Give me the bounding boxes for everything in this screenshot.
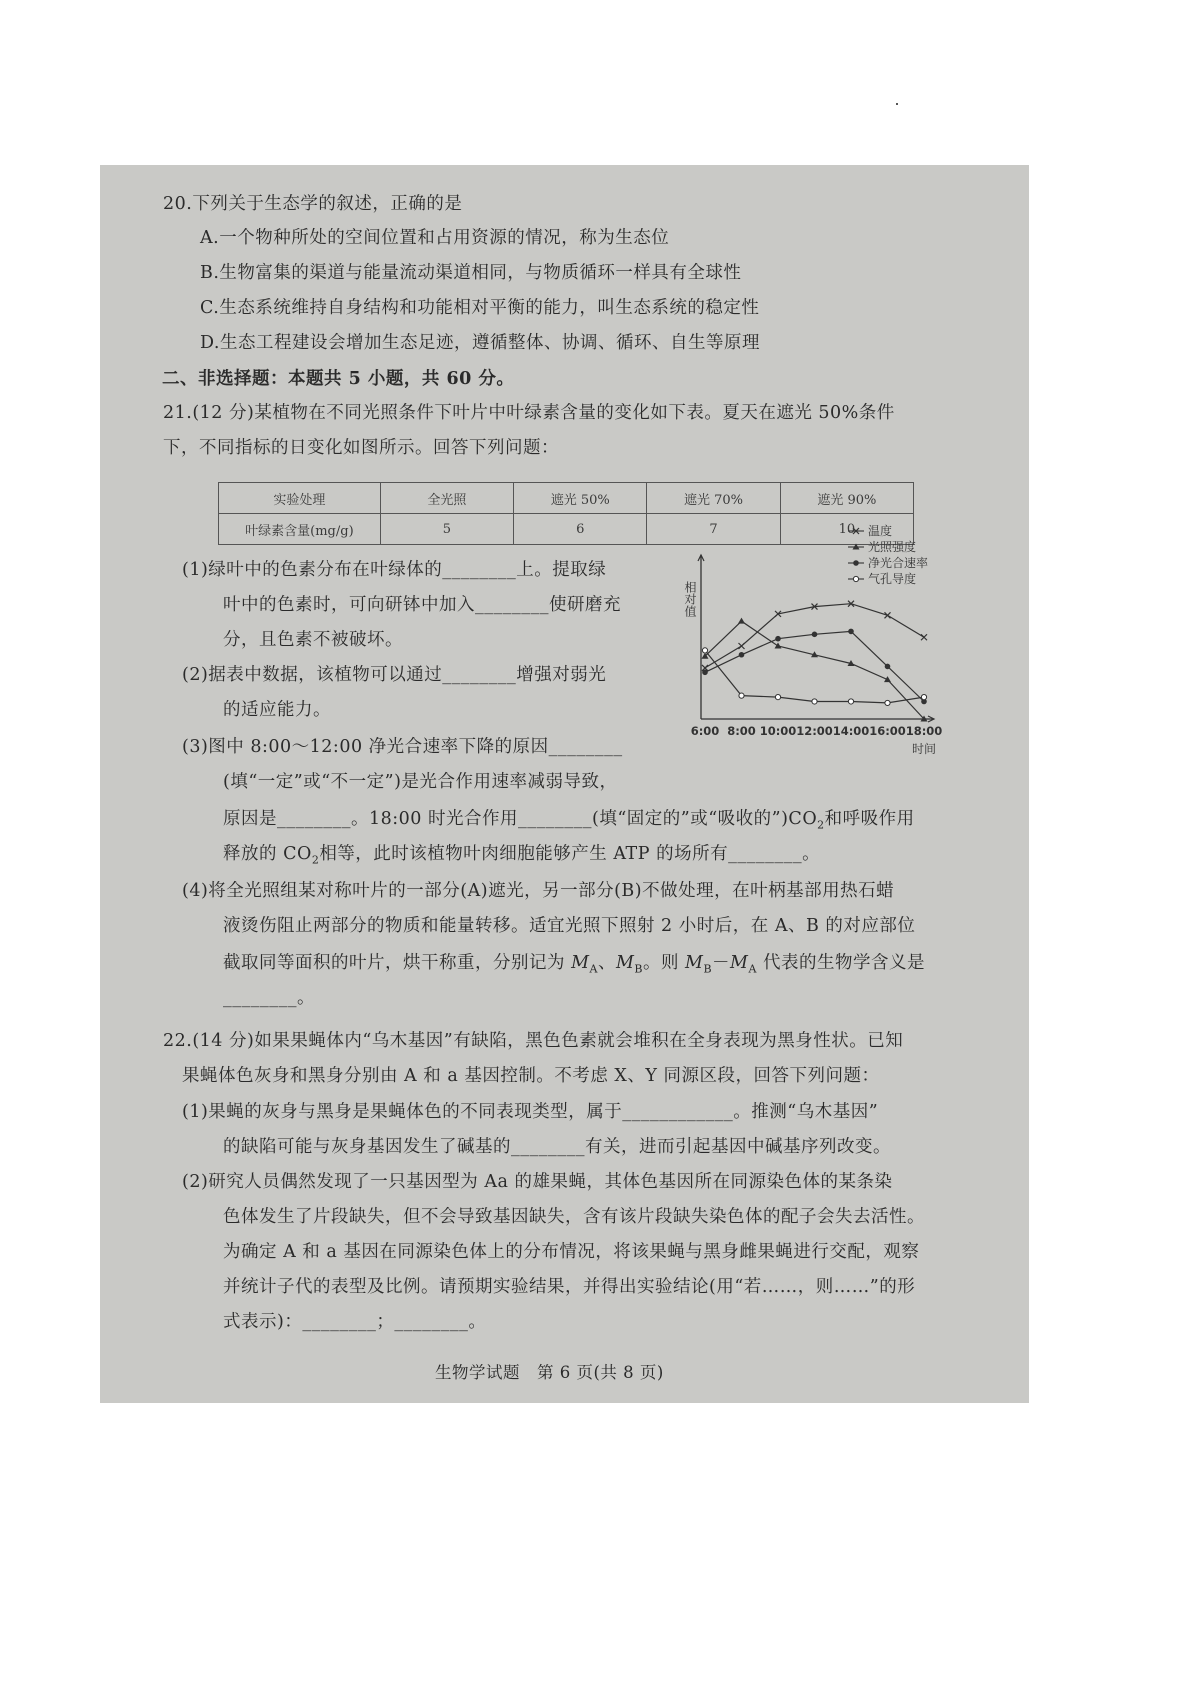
q20-option-c: C.生态系统维持自身结构和功能相对平衡的能力，叫生态系统的稳定性 [200, 298, 760, 318]
data-point-dot [702, 669, 708, 675]
table-cell: 10 [780, 514, 913, 545]
x-tick-label: 12:00 [796, 724, 833, 738]
q21-part3-line3: 原因是________。18:00 时光合作用________(填“固定的”或“吸收的$”)CO_2$和呼吸作用 [223, 809, 915, 832]
q21-intro-2: 下，不同指标的日变化如图所示。回答下列问题： [163, 438, 559, 458]
q22-part2-line3: 为确定 A 和 a 基因在同源染色体上的分布情况，将该果蝇与黑身雌果蝇进行交配，观察 [223, 1242, 920, 1262]
data-point-circle [848, 699, 853, 704]
q21-part3-line4: 释放的 $CO_2$相等，此时该植物叶肉细胞能够产生 ATP 的场所有________。 [223, 844, 821, 867]
q22-part2-line2: 色体发生了片段缺失，但不会导致基因缺失，含有该片段缺失染色体的配子会失去活性。 [223, 1207, 925, 1227]
data-point-triangle [775, 643, 782, 649]
data-point-circle [853, 576, 858, 581]
q22-intro-1: 22.(14 分)如果果蝇体内“乌木基因”有缺陷，黑色色素就会堆积在全身表现为黑身性状。已知 [163, 1031, 904, 1051]
x-tick-label: 8:00 [727, 724, 756, 738]
data-point-dot [739, 652, 745, 658]
speck [896, 103, 898, 105]
y-axis-label: 相对值 [683, 581, 697, 617]
table-cell: 7 [647, 514, 780, 545]
data-point-dot [853, 560, 859, 566]
q22-intro-2: 果蝇体色灰身和黑身分别由 A 和 a 基因控制。不考虑 X、Y 同源区段，回答下列问题： [182, 1066, 880, 1086]
line-chart-svg [648, 523, 943, 763]
data-point-circle [739, 693, 744, 698]
q21-part4-line4: ________。 [223, 988, 315, 1008]
q21-part2-line1: (2)据表中数据，该植物可以通过________增强对弱光 [182, 665, 607, 685]
x-tick-label: 10:00 [759, 724, 797, 738]
q22-part1-line1: (1)果蝇的灰身与黑身是果蝇体色的不同表现类型，属于____________。推测“乌木基因” [182, 1102, 879, 1122]
page-footer: 生物学试题 第 6 页(共 8 页) [435, 1363, 664, 1382]
q21-part4-line1: (4)将全光照组某对称叶片的一部分(A)遮光，另一部分(B)不做处理，在叶柄基部用热石蜡 [182, 881, 895, 901]
legend-label: 温度 [868, 524, 893, 538]
q22-part2-line4: 并统计子代的表型及比例。请预期实验结果，并得出实验结论(用“若……，则……”的形 [223, 1277, 916, 1297]
data-point-dot [885, 664, 891, 670]
table-cell: 5 [380, 514, 513, 545]
data-point-circle [921, 695, 926, 700]
q21-part3-line1: (3)图中 8:00～12:00 净光合速率下降的原因________ [182, 737, 623, 757]
section-heading: 二、非选择题：本题共 5 小题，共 60 分。 [162, 369, 515, 389]
q21-part3-line2: (填“一定”或“不一定”)是光合作用速率减弱导致， [223, 772, 618, 792]
table-header: 遮光 90% [780, 483, 913, 514]
q22-part1-line2: 的缺陷可能与灰身基因发生了碱基的________有关，进而引起基因中碱基序列改变。 [223, 1137, 891, 1157]
q22-part2-line5: 式表示)：________；________。 [223, 1312, 487, 1332]
data-point-circle [812, 699, 817, 704]
x-tick-label: 6:00 [690, 724, 720, 738]
legend-label: 净光合速率 [868, 556, 929, 570]
x-tick-label: 18:00 [905, 724, 943, 738]
x-tick-label: 16:00 [869, 724, 906, 738]
q21-intro-1: 21.(12 分)某植物在不同光照条件下叶片中叶绿素含量的变化如下表。夏天在遮光 50%条件 [163, 403, 895, 423]
data-point-triangle [738, 618, 745, 624]
data-point-circle [775, 695, 780, 700]
q20-option-a: A.一个物种所处的空间位置和占用资源的情况，称为生态位 [200, 228, 670, 248]
data-point-dot [775, 636, 781, 642]
q20-stem: 20.下列关于生态学的叙述，正确的是 [163, 194, 463, 214]
q21-part1-line2: 叶中的色素时，可向研钵中加入________使研磨充 [223, 595, 621, 615]
q21-part1-line3: 分，且色素不被破坏。 [223, 630, 403, 650]
table-header-row [219, 483, 914, 514]
data-point-dot [812, 632, 818, 638]
table-header: 遮光 50% [514, 483, 647, 514]
chart-legend [848, 523, 928, 586]
table-row-label: 叶绿素含量(mg/g) [219, 514, 381, 545]
line-chart [648, 523, 943, 763]
data-point-circle [885, 700, 890, 705]
table-header: 实验处理 [219, 483, 381, 514]
q21-part1-line1: (1)绿叶中的色素分布在叶绿体的________上。提取绿 [182, 560, 607, 580]
x-tick-label: 14:00 [832, 724, 870, 738]
data-point-circle [702, 648, 707, 653]
data-point-x [921, 634, 927, 640]
q21-part4-line3: 截取同等面积的叶片，烘干称重，分别记为 $M_A$、$M_B$。则 $M_B-M_A$ 代表的生物学含义是 [223, 953, 925, 976]
q22-part2-line1: (2)研究人员偶然发现了一只基因型为 Aa 的雄果蝇，其体色基因所在同源染色体的某条染 [182, 1172, 893, 1192]
q21-part4-line2: 液烫伤阻止两部分的物质和能量转移。适宜光照下照射 2 小时后，在 A、B 的对应部位 [223, 916, 916, 936]
q20-option-d: D.生态工程建设会增加生态足迹，遵循整体、协调、循环、自生等原理 [200, 333, 760, 353]
legend-label: 气孔导度 [868, 572, 917, 586]
series-line-4 [705, 650, 924, 703]
data-point-x [885, 612, 891, 618]
legend-label: 光照强度 [868, 540, 917, 554]
data-point-dot [848, 629, 854, 635]
table-cell: 6 [514, 514, 647, 545]
table-header: 全光照 [380, 483, 513, 514]
chart-plot [702, 601, 928, 722]
q20-option-b: B.生物富集的渠道与能量流动渠道相同，与物质循环一样具有全球性 [200, 263, 742, 283]
q21-part2-line2: 的适应能力。 [223, 700, 331, 720]
table-header: 遮光 70% [647, 483, 780, 514]
x-axis-label: 时间 [911, 742, 937, 756]
data-point-x [739, 643, 745, 649]
